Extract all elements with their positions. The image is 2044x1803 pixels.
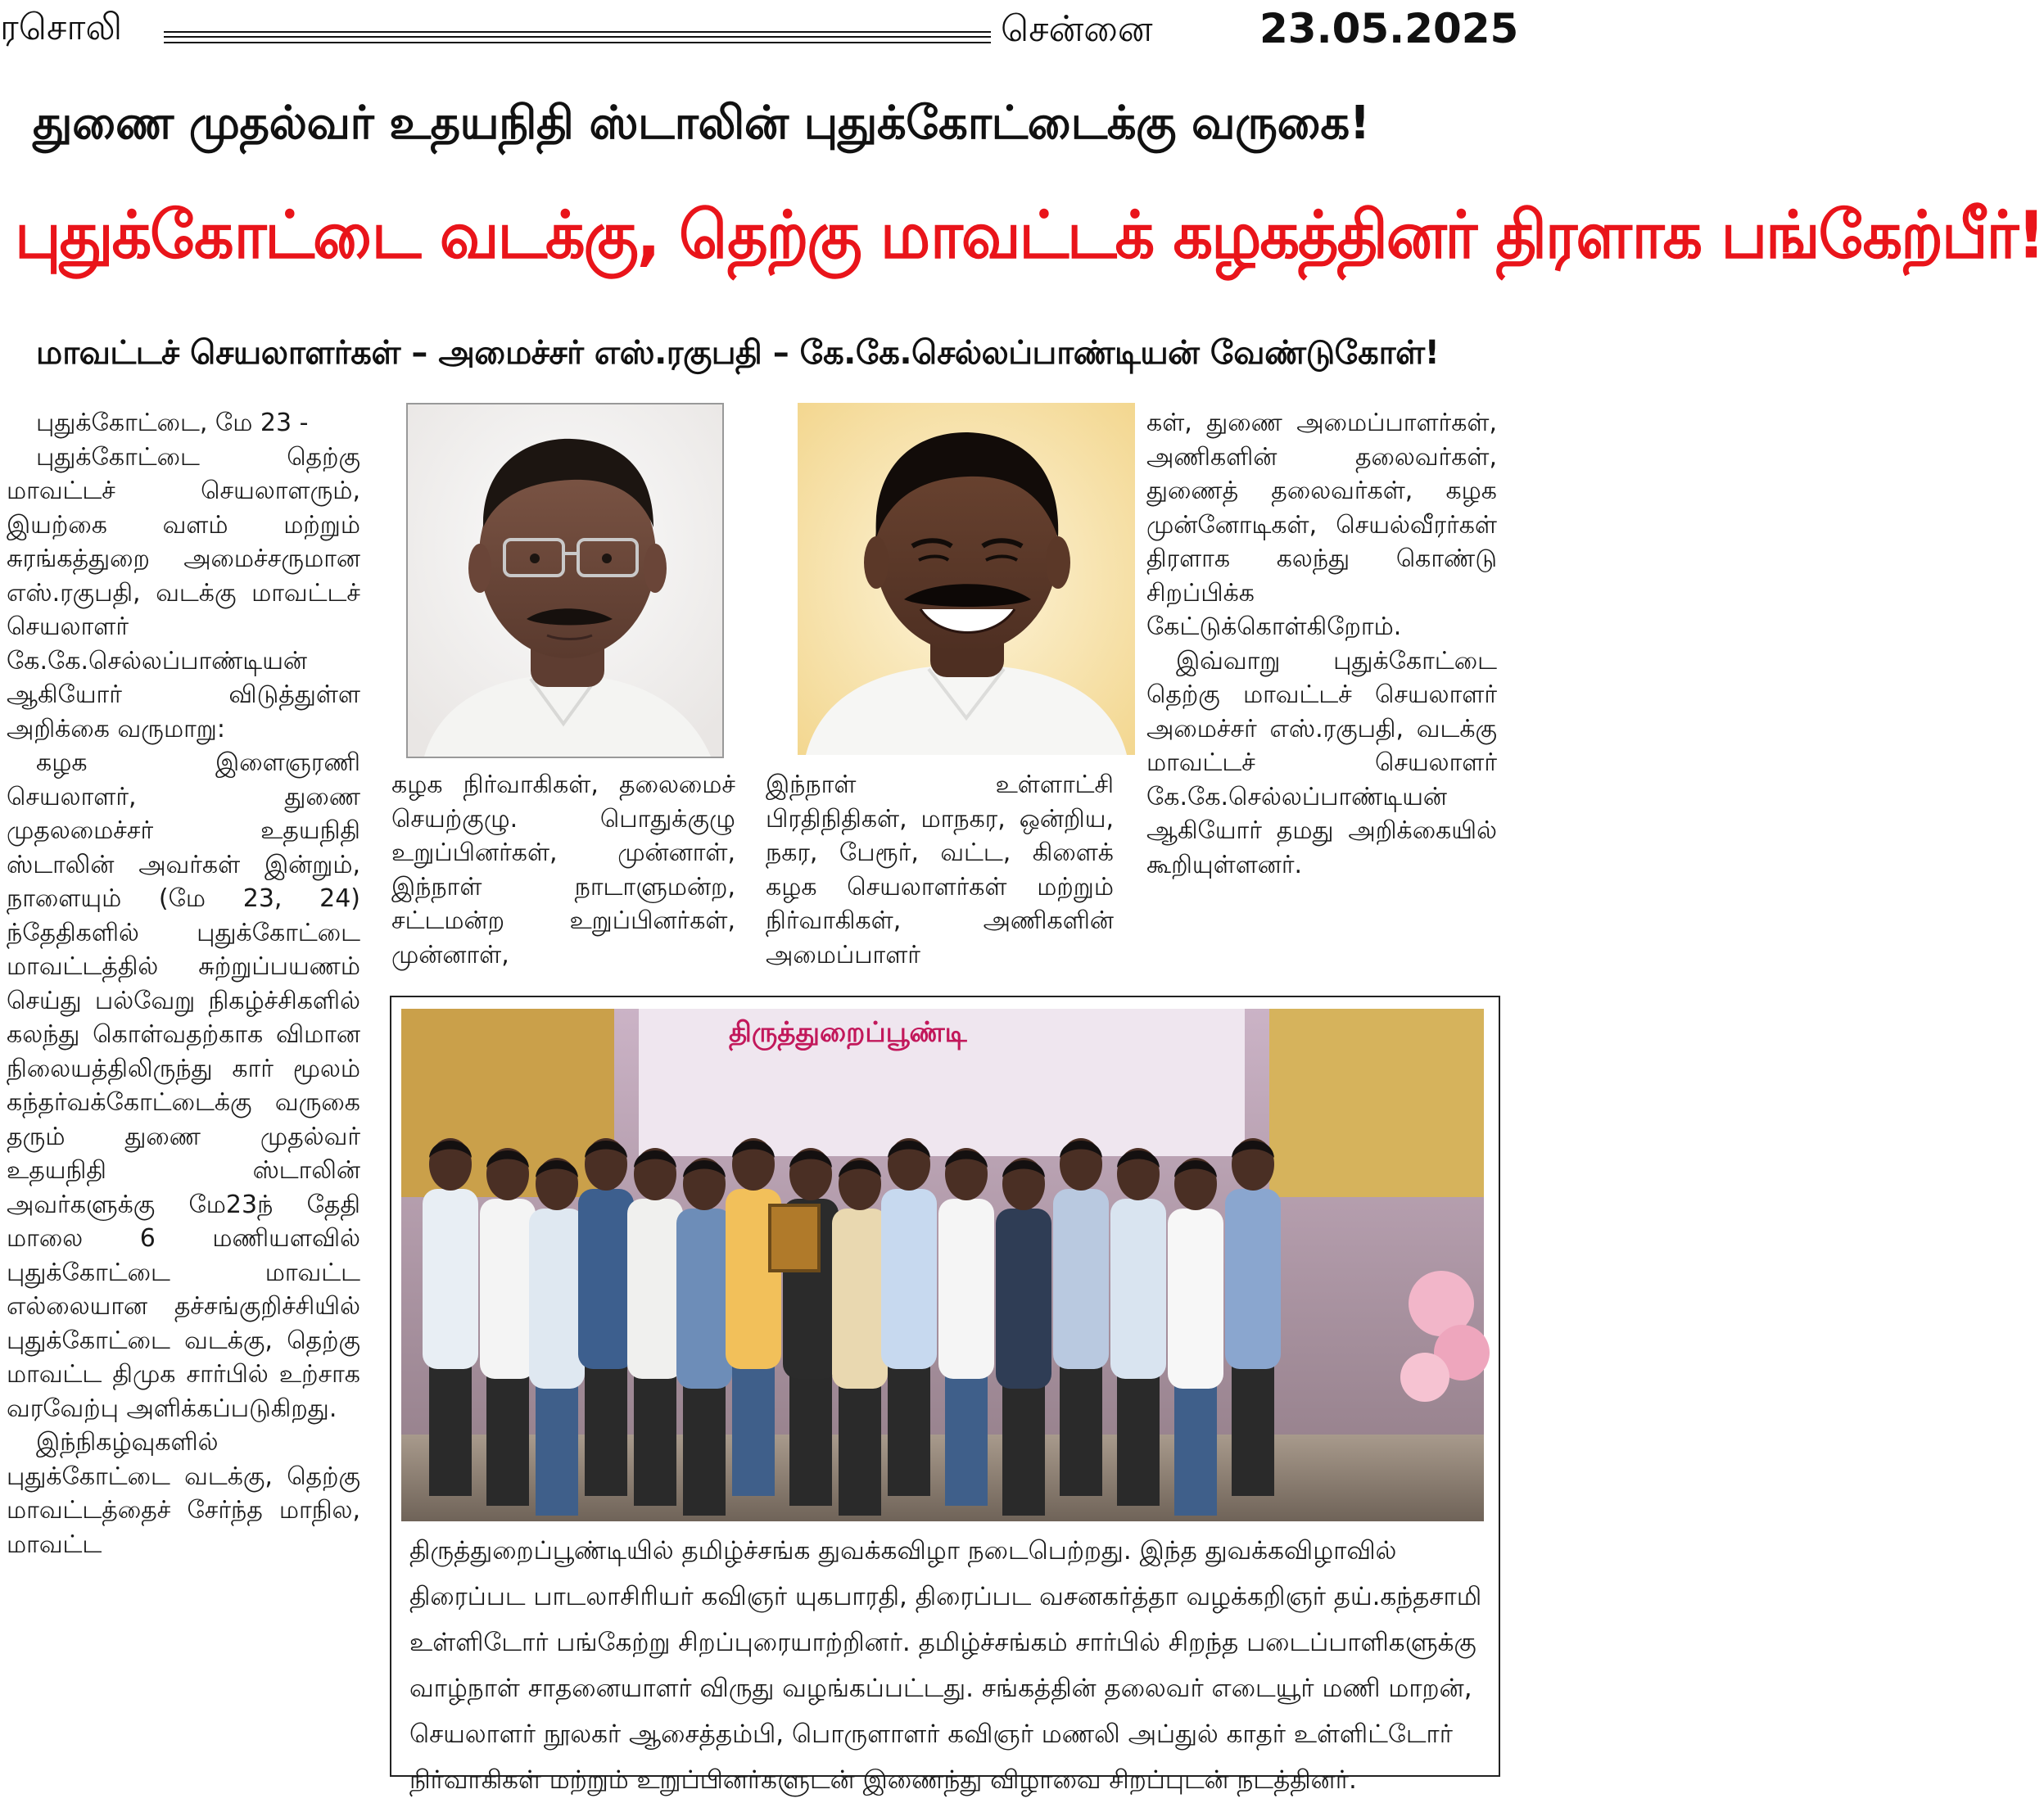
headline-kicker: துணை முதல்வர் உதயநிதி ஸ்டாலின் புதுக்கோட்டைக்கு வருகை! xyxy=(33,97,1370,150)
group-photo xyxy=(401,1009,1484,1521)
masthead-date: 23.05.2025 xyxy=(1259,5,1519,52)
article-column-2 xyxy=(391,768,735,972)
portrait-regupathy xyxy=(406,403,724,758)
caption-line: நிர்வாகிகள் மற்றும் உறுப்பினர்களுடன் இணைந்து விழாவை சிறப்புடன் நடத்தினர். xyxy=(409,1765,1357,1795)
article-column-1 xyxy=(7,406,360,1561)
dateline: புதுக்கோட்டை, மே 23 - xyxy=(36,409,309,437)
article-paragraph: இந்நிகழ்வுகளில் புதுக்கோட்டை வடக்கு, தெற்கு மாவட்டத்தைச் சேர்ந்த மாநில, மாவட்ட xyxy=(7,1428,360,1559)
masthead-rule xyxy=(164,31,991,43)
article-paragraph: கழக இளைஞரணி செயலாளர், துணை முதலமைச்சர் உதயநிதி ஸ்டாலின் அவர்கள் இன்றும், நாளையும் (மே 23, 24) ந்தேதிகளில் புதுக்கோட்டை மாவட்டத்தில் சுற்றுப்பயணம் செய்து பல்வேறு நிகழ்ச்சிகளில் கலந்து கொள்வதற்காக விமான நிலையத்திலிருந்து கார் மூலம் கந்தர்வக்கோட்டைக்கு வருகை தரும் துணை முதல்வர் உதயநிதி ஸ்டாலின் அவர்களுக்கு மே23ந் தேதி மாலை 6 மணியளவில் புதுக்கோட்டை மாவட்ட எல்லையான தச்சங்குறிச்சியில் புதுக்கோட்டை வடக்கு, தெற்கு மாவட்ட திமுக சார்பில் உற்சாக வரவேற்பு அளிக்கப்படுகிறது. xyxy=(7,748,360,1423)
article-paragraph: இந்நாள் உள்ளாட்சி பிரதிநிதிகள், மாநகர, ஒன்றிய, நகர, பேரூர், வட்ட, கிளைக் கழக செயலாளர்கள் மற்றும் நிர்வாகிகள், அணிகளின் அமைப்பாளர் xyxy=(766,770,1114,969)
masthead-paper-name: ரசொலி xyxy=(0,7,123,48)
headline-sub: மாவட்டச் செயலாளர்கள் – அமைச்சர் எஸ்.ரகுபதி – கே.கே.செல்லப்பாண்டியன் வேண்டுகோள்! xyxy=(36,334,1440,372)
caption-line: திரைப்பட பாடலாசிரியர் கவிஞர் யுகபாரதி, திரைப்பட வசனகர்த்தா வழக்கறிஞர் தய்.கந்தசாமி xyxy=(409,1582,1482,1611)
article-paragraph: இவ்வாறு புதுக்கோட்டை தெற்கு மாவட்டச் செயலாளர் அமைச்சர் எஸ்.ரகுபதி, வடக்கு மாவட்டச் செயலாளர் கே.கே.செல்லப்பாண்டியன் ஆகியோர் தமது அறிக்கையில் கூறியுள்ளனர். xyxy=(1146,646,1497,879)
headline-main: புதுக்கோட்டை வடக்கு, தெற்கு மாவட்டக் கழகத்தினர் திரளாக பங்கேற்பீர்! xyxy=(15,197,2044,273)
article-column-4 xyxy=(1146,406,1497,882)
article-paragraph: கழக நிர்வாகிகள், தலைமைச் செயற்குழு. பொதுக்குழு உறுப்பினர்கள், முன்னாள், இந்நாள் நாடாளுமன்ற, சட்டமன்ற உறுப்பினர்கள், முன்னாள், xyxy=(391,770,735,969)
article-paragraph: புதுக்கோட்டை தெற்கு மாவட்டச் செயலாளரும், இயற்கை வளம் மற்றும் சுரங்கத்துறை அமைச்சருமான எஸ்.ரகுபதி, வடக்கு மாவட்டச் செயலாளர் கே.கே.செல்லப்பாண்டியன் ஆகியோர் விடுத்துள்ள அறிக்கை வருமாறு: xyxy=(7,442,360,743)
caption-line: வாழ்நாள் சாதனையாளர் விருது வழங்கப்பட்டது. சங்கத்தின் தலைவர் எடையூர் மணி மாறன், xyxy=(409,1674,1472,1703)
group-photo-image xyxy=(401,1009,1484,1521)
caption-line: திருத்துறைப்பூண்டியில் தமிழ்ச்சங்க துவக்கவிழா நடைபெற்றது. இந்த துவக்கவிழாவில் xyxy=(409,1536,1397,1566)
caption-line: செயலாளர் நூலகர் ஆசைத்தம்பி, பொருளாளர் கவிஞர் மணலி அப்துல் காதர் உள்ளிட்டோர் xyxy=(409,1719,1453,1749)
photo-caption xyxy=(409,1528,1482,1803)
portrait-chellapandian-image xyxy=(798,403,1135,755)
portrait-regupathy-image xyxy=(408,404,722,757)
banner-text: திருத்துறைப்பூண்டி xyxy=(729,1016,967,1049)
caption-line: உள்ளிடோர் பங்கேற்று சிறப்புரையாற்றினர். தமிழ்ச்சங்கம் சார்பில் சிறந்த படைப்பாளிகளுக்கு xyxy=(409,1628,1476,1657)
masthead-city: சென்னை xyxy=(1001,8,1153,50)
portrait-chellapandian xyxy=(798,403,1135,755)
article-column-3 xyxy=(766,768,1114,972)
article-paragraph: கள், துணை அமைப்பாளர்கள், அணிகளின் தலைவர்கள், துணைத் தலைவர்கள், கழக முன்னோடிகள், செயல்வீரர்கள் திரளாக கலந்து கொண்டு சிறப்பிக்க கேட்டுக்கொள்கிறோம். xyxy=(1146,409,1497,641)
